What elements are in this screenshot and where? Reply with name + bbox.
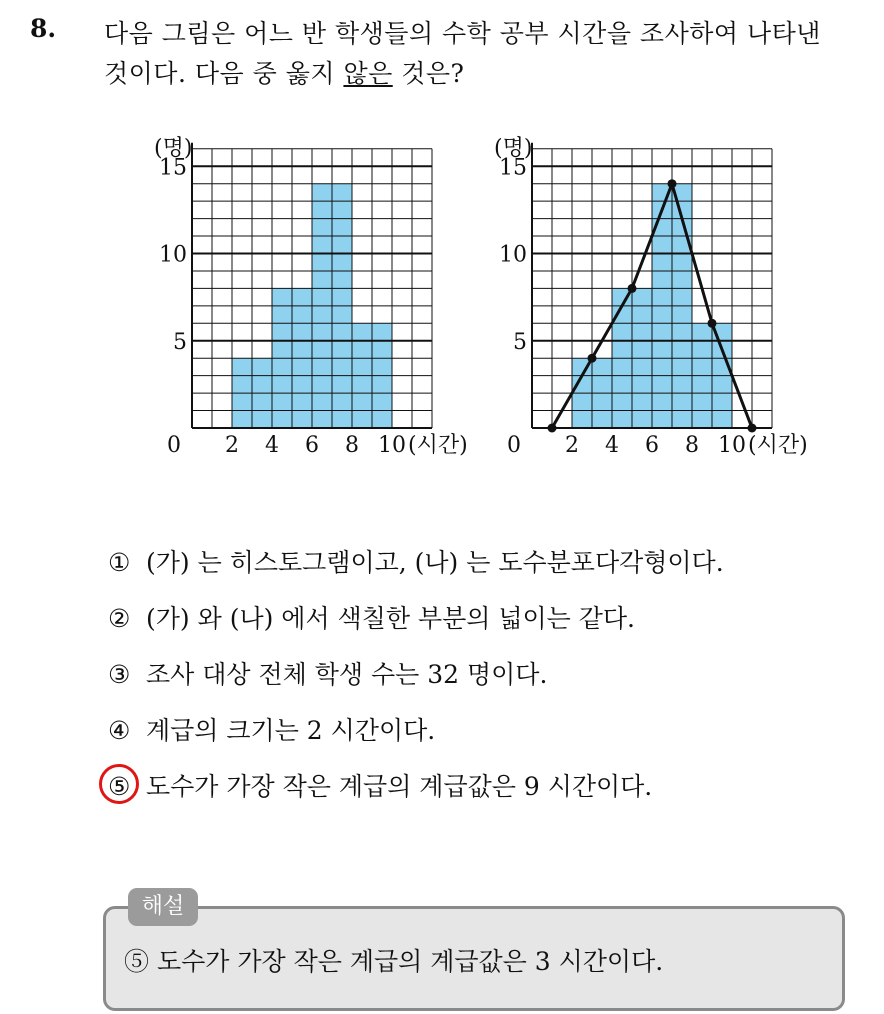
y-tick-label: 10: [159, 242, 187, 268]
option-2-text: (가) 와 (나) 에서 색칠한 부분의 넓이는 같다.: [146, 604, 635, 633]
x-tick-label: 8: [685, 433, 699, 458]
y-axis-label: (명): [494, 135, 533, 161]
option-1-text: (가) 는 히스토그램이고, (나) 는 도수분포다각형이다.: [146, 548, 724, 577]
question-number: 8.: [30, 14, 57, 43]
question-text-line1: 다음 그림은 어느 반 학생들의 수학 공부 시간을 조사하여 나타낸: [104, 19, 821, 48]
explanation-tag: 해설: [128, 888, 198, 926]
x-tick-label: 4: [605, 433, 619, 458]
option-3-marker: ③: [108, 660, 131, 689]
polygon-point: [588, 354, 597, 363]
x-tick-label: 10: [718, 433, 746, 458]
y-tick-label: 10: [499, 242, 527, 268]
x-axis-label: (시간): [408, 433, 468, 458]
x-tick-label: 8: [345, 433, 359, 458]
explanation-text: ⑤ 도수가 가장 작은 계급의 계급값은 3 시간이다.: [124, 947, 664, 976]
question-underlined-word: 않은: [343, 59, 393, 88]
y-tick-label: 5: [173, 329, 187, 355]
x-tick-label: 0: [167, 433, 181, 458]
option-3-text: 조사 대상 전체 학생 수는 32 명이다.: [146, 660, 548, 689]
x-tick-label: 6: [645, 433, 659, 458]
option-5-text: 도수가 가장 작은 계급의 계급값은 9 시간이다.: [146, 772, 653, 801]
x-tick-label: 0: [507, 433, 521, 458]
polygon-point: [668, 179, 677, 188]
polygon-point: [628, 284, 637, 293]
option-5-marker: ⑤: [108, 772, 131, 801]
option-4[interactable]: [108, 711, 435, 747]
question-text-suffix: 것은?: [392, 59, 465, 88]
option-1[interactable]: [108, 543, 724, 579]
option-2[interactable]: [108, 599, 635, 635]
polygon-point: [548, 424, 557, 433]
x-tick-label: 6: [305, 433, 319, 458]
x-axis-label: (시간): [748, 433, 808, 458]
answer-circle-mark: [99, 764, 139, 804]
option-5[interactable]: [108, 767, 652, 803]
option-3[interactable]: [108, 655, 547, 691]
frequency-polygon-chart: [0, 0, 884, 470]
polygon-point: [748, 424, 757, 433]
option-1-marker: ①: [108, 548, 131, 577]
x-tick-label: 2: [565, 433, 579, 458]
polygon-point: [708, 319, 717, 328]
y-axis-label: (명): [154, 135, 193, 161]
option-4-marker: ④: [108, 716, 131, 745]
y-tick-label: 15: [499, 155, 527, 181]
x-tick-label: 2: [225, 433, 239, 458]
y-tick-label: 5: [513, 329, 527, 355]
x-tick-label: 4: [265, 433, 279, 458]
x-tick-label: 10: [378, 433, 406, 458]
y-tick-label: 15: [159, 155, 187, 181]
question-text-prefix: 것이다. 다음 중 옳지: [104, 59, 344, 88]
option-2-marker: ②: [108, 604, 131, 633]
option-4-text: 계급의 크기는 2 시간이다.: [146, 716, 436, 745]
